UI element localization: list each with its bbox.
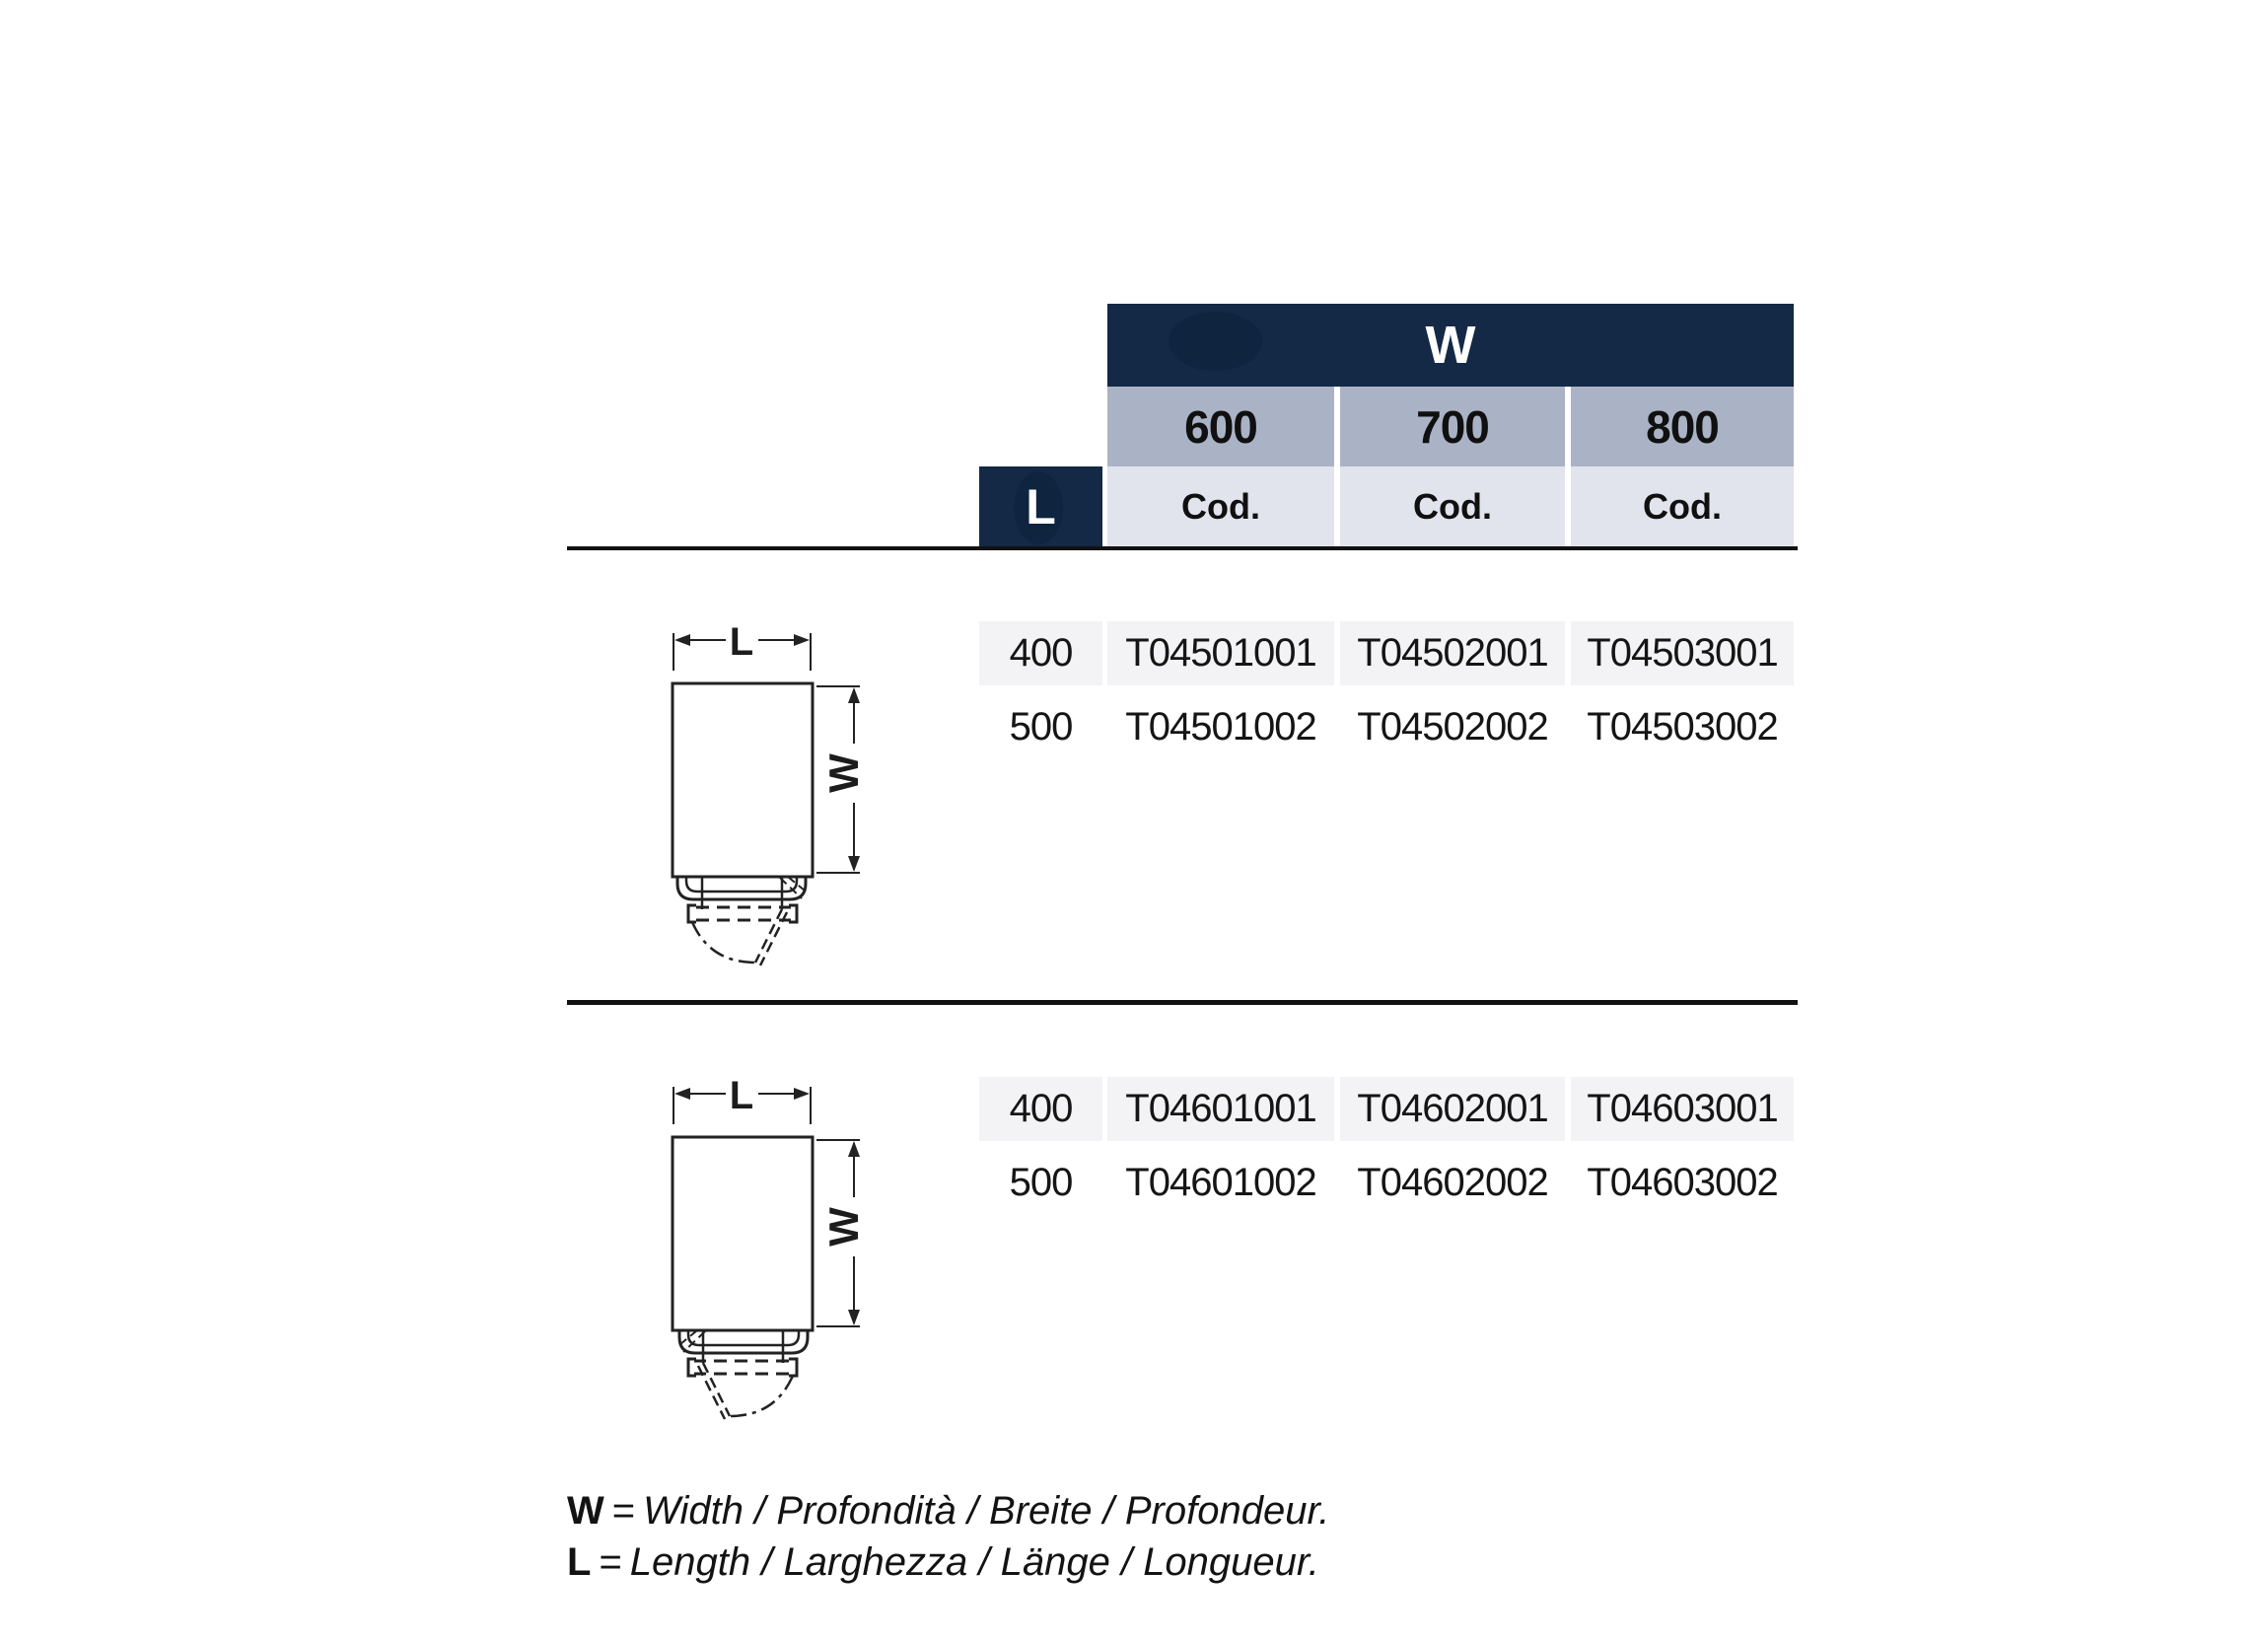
code-value: T04602001 — [1357, 1087, 1548, 1130]
code-cell — [1340, 695, 1565, 759]
l-header-label: L — [1026, 479, 1056, 535]
code-value: T04602002 — [1357, 1161, 1548, 1204]
column-header-label: 800 — [1646, 400, 1719, 453]
l-value-cell — [979, 1077, 1102, 1141]
code-cell — [1340, 1077, 1565, 1141]
code-cell — [1340, 1151, 1565, 1215]
w-header-cell — [1107, 304, 1794, 387]
product-drawing-bottom — [641, 1074, 887, 1432]
w-dimension-label: W — [820, 753, 867, 793]
cod-header-3 — [1571, 466, 1794, 547]
cabinet-outline — [673, 683, 813, 877]
section-divider — [567, 1000, 1798, 1005]
code-cell — [1571, 1077, 1794, 1141]
code-value: T04502001 — [1357, 631, 1548, 675]
code-value: T04501002 — [1125, 705, 1316, 749]
pullout-rail-and-door-swing — [677, 877, 806, 965]
l-value: 400 — [1009, 1087, 1073, 1130]
code-cell — [1107, 1077, 1334, 1141]
code-cell — [1571, 695, 1794, 759]
column-header-label: 700 — [1416, 400, 1489, 453]
l-value-cell — [979, 695, 1102, 759]
legend-definition-w: Width / Profondità / Breite / Profondeur. — [643, 1489, 1330, 1533]
code-cell — [1107, 1151, 1334, 1215]
legend-line-w — [567, 1485, 1329, 1536]
legend-equals: = — [611, 1489, 636, 1533]
l-value-cell — [979, 621, 1102, 685]
code-value: T04601002 — [1125, 1161, 1316, 1204]
product-drawing-top — [641, 620, 887, 978]
w-dimension-label: W — [820, 1207, 867, 1247]
code-cell — [1571, 1151, 1794, 1215]
column-header-800 — [1571, 387, 1794, 466]
legend-term-w: W — [567, 1489, 604, 1533]
l-value-cell — [979, 1151, 1102, 1215]
print-artifact — [1169, 312, 1262, 371]
w-header-label: W — [1425, 316, 1476, 375]
l-value: 500 — [1009, 705, 1073, 749]
code-value: T04501001 — [1125, 631, 1316, 675]
code-value: T04503002 — [1587, 705, 1778, 749]
cod-header-label: Cod. — [1181, 486, 1260, 527]
legend-equals: = — [599, 1540, 622, 1584]
code-cell — [1107, 621, 1334, 685]
l-value: 400 — [1009, 631, 1073, 675]
l-value: 500 — [1009, 1161, 1073, 1204]
l-dimension-label: L — [729, 1074, 754, 1117]
pullout-rail-and-door-swing — [679, 1330, 808, 1419]
code-value: T04603002 — [1587, 1161, 1778, 1204]
legend-definition-l: Length / Larghezza / Länge / Longueur. — [629, 1540, 1319, 1584]
code-value: T04503001 — [1587, 631, 1778, 675]
cod-header-label: Cod. — [1413, 486, 1492, 527]
column-header-label: 600 — [1184, 400, 1257, 453]
code-value: T04601001 — [1125, 1087, 1316, 1130]
legend-line-l — [567, 1536, 1329, 1588]
code-cell — [1571, 621, 1794, 685]
cabinet-outline — [673, 1137, 813, 1330]
cod-header-label: Cod. — [1643, 486, 1722, 527]
code-value: T04502002 — [1357, 705, 1548, 749]
column-header-600 — [1107, 387, 1334, 466]
column-header-700 — [1340, 387, 1565, 466]
legend-term-l: L — [567, 1540, 592, 1584]
code-cell — [1340, 621, 1565, 685]
l-dimension-label: L — [729, 620, 754, 664]
cod-header-2 — [1340, 466, 1565, 547]
cod-header-1 — [1107, 466, 1334, 547]
header-rule — [567, 546, 1798, 550]
code-cell — [1107, 695, 1334, 759]
legend — [567, 1485, 1329, 1588]
code-value: T04603001 — [1587, 1087, 1778, 1130]
l-header-cell — [979, 466, 1102, 547]
